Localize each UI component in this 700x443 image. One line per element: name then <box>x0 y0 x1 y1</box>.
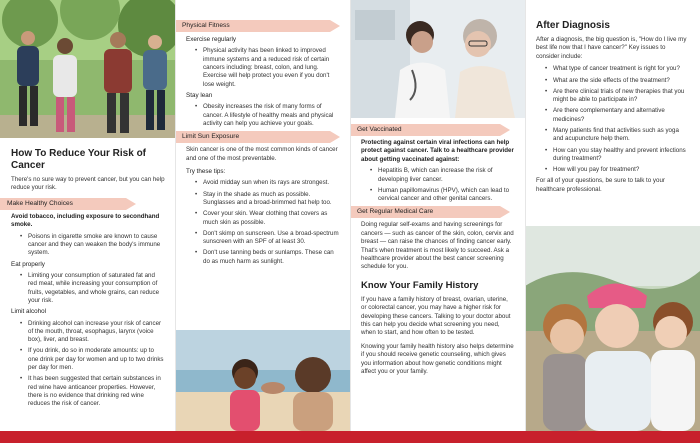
list-item: • Cover your skin. Wear clothing that covers as much skin as possible. <box>186 210 340 227</box>
list-item: • What type of cancer treatment is right for you? <box>536 65 690 73</box>
panel-fitness-sun <box>175 0 350 431</box>
list-item: • What are the side effects of the treatment? <box>536 77 690 85</box>
band-sun-exposure: Limit Sun Exposure <box>175 131 330 143</box>
panel4-title: After Diagnosis <box>536 20 610 31</box>
list-item: • Are there complementary and alternative medicines? <box>536 107 690 124</box>
tobacco-list <box>11 233 165 258</box>
tips-list <box>186 179 340 266</box>
panel1-title: How To Reduce Your Risk of Cancer <box>11 148 147 171</box>
alcohol-heading: Limit alcohol <box>11 308 46 316</box>
panel4-closing: For all of your questions, be sure to talk to your healthcare professional. <box>536 177 665 193</box>
band-vaccinated: Get Vaccinated <box>350 124 500 136</box>
vaccine-lead: Protecting against certain viral infections can help protect against cancer. Talk to a healthcare provider about getting vaccinated against: <box>361 139 514 163</box>
list-item: • Human papillomavirus (HPV), which can lead to cervical cancer and other genital cancers. <box>361 187 515 204</box>
history-p2: Knowing your family health history also helps determine if you should receive genetic counseling, which gives you information about how genetic conditions might affect you or your family. <box>361 342 514 376</box>
list-item: • Physical activity has been linked to improved immune systems and a reduced risk of certain cancers including: breast, colon, and lung. Exercise will help protect you even if you don't lose weight. <box>186 47 340 88</box>
fold-divider <box>350 0 351 431</box>
runners-photo <box>0 0 175 138</box>
doctor-patient-illustration <box>350 0 525 118</box>
tips-heading: Try these tips: <box>186 168 226 175</box>
eat-heading: Eat properly <box>11 260 45 268</box>
band-physical-fitness: Physical Fitness <box>175 20 330 32</box>
history-p1: If you have a family history of breast, ovarian, uterine, or colorectal cancer, you may have a higher risk for developing these cancers. Talking to your doctor about this can help you decide what screening you need, when to start, and how often to be tested. <box>361 295 511 337</box>
list-item: • Don't skimp on sunscreen. Use a broad-spectrum sunscreen with an SPF of at least 30. <box>186 230 340 247</box>
list-item: • If you drink, do so in moderate amounts: up to one drink per day for women and up to two drinks per day for men. <box>11 347 165 372</box>
sunscreen-child-photo <box>175 330 350 431</box>
list-item: • Don't use tanning beds or sunlamps. These can do as much harm as sunlight. <box>186 249 340 266</box>
panel-vaccine-care <box>350 0 525 431</box>
list-item: • Stay in the shade as much as possible. Sunglasses and a broad-brimmed hat help too. <box>186 191 340 208</box>
eat-list <box>11 272 165 305</box>
history-title: Know Your Family History <box>361 279 479 291</box>
panel-after-diagnosis <box>525 0 700 431</box>
diagnosis-list <box>536 65 690 174</box>
list-item: • Poisons in cigarette smoke are known to cause cancer and they can weaken the body's immune system. <box>11 233 165 258</box>
family-hug-illustration <box>525 226 700 431</box>
list-item: • It has been suggested that certain substances in red wine have anticancer properties. However, there is no evidence that drinking red wine reduces the risk of cancer. <box>11 375 165 408</box>
vaccine-list <box>361 167 515 203</box>
fold-divider <box>525 0 526 431</box>
list-item: • Are there clinical trials of new therapies that you might be able to participate in? <box>536 88 690 105</box>
list-item: • How can you stay healthy and prevent infections during treatment? <box>536 147 690 164</box>
exercise-heading: Exercise regularly <box>186 36 237 43</box>
list-item: • Many patients find that activities such as yoga and acupuncture help them. <box>536 127 690 144</box>
care-text: Doing regular self-exams and having screenings for cancers — such as cancer of the skin, colon, cervix and breast — can raise the chances of finding cancer early. That's when treatment is most likely to succeed. Ask a healthcare provider about the best cancer screening schedule for you. <box>361 221 514 271</box>
sunscreen-child-illustration <box>175 330 350 431</box>
list-item: • How will you pay for treatment? <box>536 166 690 174</box>
panel-risk-reduction <box>0 0 175 431</box>
lean-heading: Stay lean <box>186 91 213 99</box>
list-item: • Drinking alcohol can increase your risk of cancer of the mouth, throat, esophagus, larynx (voice box), liver, and breast. <box>11 320 165 345</box>
accent-bottom-bar <box>0 431 700 443</box>
alcohol-list <box>11 320 165 409</box>
exercise-list <box>186 47 340 88</box>
doctor-patient-photo <box>350 0 525 118</box>
family-hug-photo <box>525 226 700 431</box>
list-item: • Avoid midday sun when its rays are strongest. <box>186 179 340 187</box>
tobacco-lead: Avoid tobacco, including exposure to secondhand smoke. <box>11 212 160 229</box>
panel4-intro: After a diagnosis, the big question is, "How do I live my best life now that I have cancer?" Key issues to consider include: <box>536 36 687 60</box>
list-item: • Limiting your consumption of saturated fat and red meat, while increasing your consumption of fruits, vegetables, and whole grains, can reduce your risk. <box>11 272 165 305</box>
sun-lead: Skin cancer is one of the most common kinds of cancer and one of the most preventable. <box>186 146 338 162</box>
panel1-intro: There's no sure way to prevent cancer, but you can help reduce your risk. <box>11 176 165 192</box>
list-item: • Obesity increases the risk of many forms of cancer. A lifestyle of healthy meals and physical activity can help you achieve your goals. <box>186 103 340 128</box>
list-item: • Hepatitis B, which can increase the risk of developing liver cancer. <box>361 167 515 184</box>
lean-list <box>186 103 340 128</box>
band-medical-care: Get Regular Medical Care <box>350 206 500 218</box>
band-healthy-choices: Make Healthy Choices <box>0 198 126 210</box>
runners-photo-illustration <box>0 0 175 138</box>
fold-divider <box>175 0 176 431</box>
